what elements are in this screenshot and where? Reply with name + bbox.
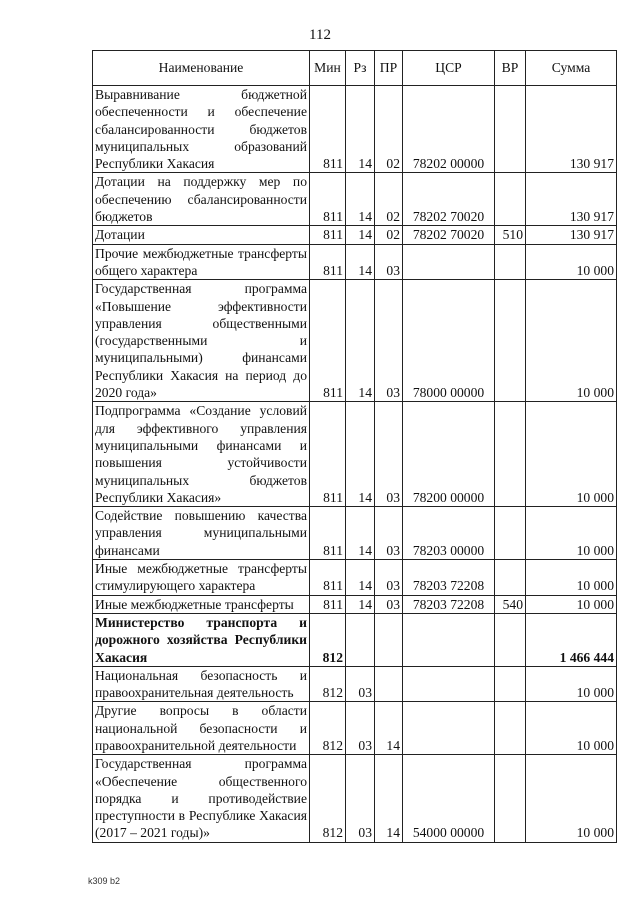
cell-min: 812 [310,666,346,702]
cell-csr: 78203 00000 [403,507,495,560]
cell-min: 811 [310,402,346,507]
cell-rz: 14 [346,507,375,560]
cell-pr: 03 [375,402,403,507]
table-row [93,173,617,226]
cell-rz: 14 [346,244,375,280]
table-row [93,507,617,560]
cell-csr: 78202 70020 [403,173,495,226]
column-header-vr: ВР [495,51,526,86]
cell-csr: 78200 00000 [403,402,495,507]
cell-rz: 14 [346,560,375,596]
cell-csr: 78203 72208 [403,595,495,613]
table-row [93,595,617,613]
cell-rz: 03 [346,755,375,842]
cell-csr [403,666,495,702]
table-header-row [93,51,617,86]
cell-vr [495,507,526,560]
cell-min: 812 [310,702,346,755]
footer-code: k309 b2 [88,876,121,886]
cell-vr [495,280,526,402]
cell-vr: 510 [495,226,526,244]
cell-csr: 78203 72208 [403,560,495,596]
cell-rz: 14 [346,86,375,173]
cell-min: 812 [310,755,346,842]
cell-pr: 03 [375,507,403,560]
table-row [93,244,617,280]
cell-csr: 78202 00000 [403,86,495,173]
cell-sum: 10 000 [526,755,617,842]
cell-rz: 03 [346,666,375,702]
cell-name: Министерство транспорта и дорожного хозяйства Республики Хакасия [93,613,310,666]
column-header-rz: Рз [346,51,375,86]
cell-min: 811 [310,595,346,613]
cell-min: 811 [310,173,346,226]
table-row [93,280,617,402]
cell-min: 811 [310,244,346,280]
cell-vr [495,402,526,507]
column-header-sum: Сумма [526,51,617,86]
cell-sum: 130 917 [526,86,617,173]
cell-name: Содействие повышению качества управления муниципальными финансами [93,507,310,560]
cell-sum: 1 466 444 [526,613,617,666]
cell-vr [495,755,526,842]
cell-rz: 03 [346,702,375,755]
cell-vr [495,244,526,280]
cell-csr [403,244,495,280]
table-row [93,560,617,596]
cell-name: Дотации на поддержку мер по обеспечению сбалансированности бюджетов [93,173,310,226]
column-header-name: Наименование [93,51,310,86]
table-row [93,86,617,173]
cell-min: 811 [310,507,346,560]
cell-sum: 10 000 [526,595,617,613]
cell-sum: 10 000 [526,244,617,280]
cell-pr: 14 [375,755,403,842]
cell-sum: 10 000 [526,280,617,402]
cell-name: Государственная программа «Повышение эффективности управления общественными (государственными и муниципальными) финансами Республики Хакасия на период до 2020 года» [93,280,310,402]
page-number: 112 [309,27,331,43]
column-header-min: Мин [310,51,346,86]
cell-name: Дотации [93,226,310,244]
cell-csr: 78202 70020 [403,226,495,244]
cell-pr: 03 [375,244,403,280]
cell-sum: 10 000 [526,402,617,507]
cell-vr [495,702,526,755]
cell-min: 811 [310,280,346,402]
table-row [93,666,617,702]
budget-table [92,50,617,843]
cell-rz [346,613,375,666]
cell-pr: 03 [375,595,403,613]
table-row [93,702,617,755]
cell-pr: 14 [375,702,403,755]
cell-pr: 02 [375,173,403,226]
cell-name: Выравнивание бюджетной обеспеченности и обеспечение сбалансированности бюджетов муниципальных образований Республики Хакасия [93,86,310,173]
cell-csr: 78000 00000 [403,280,495,402]
cell-rz: 14 [346,226,375,244]
cell-min: 811 [310,226,346,244]
cell-vr [495,86,526,173]
cell-vr [495,173,526,226]
column-header-csr: ЦСР [403,51,495,86]
table-body [93,86,617,843]
cell-pr: 03 [375,280,403,402]
cell-min: 811 [310,560,346,596]
cell-name: Иные межбюджетные трансферты стимулирующего характера [93,560,310,596]
cell-name: Национальная безопасность и правоохранительная деятельность [93,666,310,702]
cell-sum: 10 000 [526,702,617,755]
cell-name: Прочие межбюджетные трансферты общего характера [93,244,310,280]
cell-pr [375,613,403,666]
cell-sum: 10 000 [526,560,617,596]
cell-name: Иные межбюджетные трансферты [93,595,310,613]
cell-vr: 540 [495,595,526,613]
cell-name: Подпрограмма «Создание условий для эффективного управления муниципальными финансами и повышения устойчивости муниципальных бюджетов Республики Хакасия» [93,402,310,507]
cell-min: 812 [310,613,346,666]
table-row [93,755,617,842]
cell-pr: 02 [375,226,403,244]
table-row [93,402,617,507]
column-header-pr: ПР [375,51,403,86]
cell-min: 811 [310,86,346,173]
cell-rz: 14 [346,402,375,507]
cell-sum: 130 917 [526,226,617,244]
cell-rz: 14 [346,173,375,226]
cell-sum: 10 000 [526,507,617,560]
cell-vr [495,560,526,596]
cell-name: Другие вопросы в области национальной безопасности и правоохранительной деятельности [93,702,310,755]
cell-csr [403,702,495,755]
cell-sum: 10 000 [526,666,617,702]
cell-pr [375,666,403,702]
cell-rz: 14 [346,280,375,402]
table-row [93,226,617,244]
cell-csr [403,613,495,666]
cell-vr [495,666,526,702]
cell-pr: 03 [375,560,403,596]
table-row [93,613,617,666]
cell-name: Государственная программа «Обеспечение общественного порядка и противодействие преступности в Республике Хакасия (2017 – 2021 годы)» [93,755,310,842]
cell-vr [495,613,526,666]
cell-rz: 14 [346,595,375,613]
cell-csr: 54000 00000 [403,755,495,842]
cell-pr: 02 [375,86,403,173]
cell-sum: 130 917 [526,173,617,226]
